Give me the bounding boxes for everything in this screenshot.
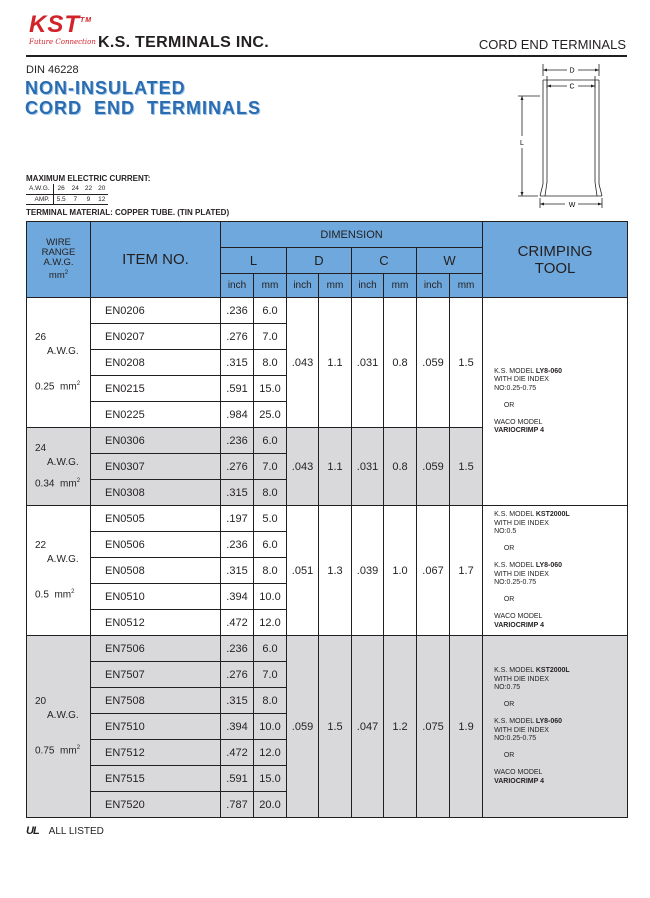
tool-line: OR (494, 701, 515, 708)
l-inch: .394 (221, 714, 254, 740)
l-inch: .276 (221, 454, 254, 480)
terminal-spec-body (27, 298, 628, 818)
d-inch: .043 (287, 428, 319, 506)
tool-line: WACO MODEL (494, 613, 543, 620)
l-mm: 10.0 (254, 584, 287, 610)
unit-inch-header: inch (352, 274, 384, 298)
d-mm: 1.1 (319, 298, 352, 428)
d-mm: 1.1 (319, 428, 352, 506)
dim-header-d: D (287, 248, 352, 274)
item-number: EN7510 (91, 714, 221, 740)
l-inch: .472 (221, 740, 254, 766)
cross-section-mm2: 0.5 $mm^2$ (35, 588, 75, 601)
item-number: EN7520 (91, 792, 221, 818)
tool-line: NO:0.25-0.75 (494, 384, 537, 392)
wire-range-cell (27, 506, 91, 636)
tool-line: OR (494, 401, 515, 409)
l-inch: .315 (221, 558, 254, 584)
wire-range-cell (27, 428, 91, 506)
item-number: EN7508 (91, 688, 221, 714)
tool-line (494, 761, 627, 770)
l-mm: 7.0 (254, 324, 287, 350)
w-inch: .075 (417, 636, 450, 818)
wire-range-cell (27, 298, 91, 428)
table-row (27, 636, 628, 662)
cross-section-mm2: 0.25 $mm^2$ (35, 380, 81, 393)
tool-line: WITH DIE INDEX (494, 726, 549, 734)
tool-line: WITH DIE INDEX (494, 376, 549, 383)
listing-text: ALL LISTED (48, 826, 104, 837)
l-mm: 6.0 (254, 636, 287, 662)
w-mm: 1.5 (450, 298, 483, 428)
dim-label-d: D (569, 67, 575, 75)
l-mm: 6.0 (254, 298, 287, 324)
terminal-material: TERMINAL MATERIAL: COPPER TUBE. (TIN PLATED) (26, 208, 230, 217)
w-mm: 1.9 (450, 636, 483, 818)
dim-label-w: W (568, 202, 576, 209)
l-inch: .236 (221, 298, 254, 324)
c-mm: 0.8 (384, 298, 417, 428)
l-inch: .591 (221, 376, 254, 402)
crimping-tool-header: CRIMPING TOOL (483, 222, 628, 298)
item-number: EN0215 (91, 376, 221, 402)
tool-line (494, 710, 627, 719)
d-inch: .051 (287, 506, 319, 636)
l-mm: 8.0 (254, 688, 287, 714)
page-title-line-1: NON-INSULATED (25, 78, 186, 98)
awg-value: 22 (82, 184, 95, 194)
item-number: EN7507 (91, 662, 221, 688)
l-mm: 12.0 (254, 610, 287, 636)
awg-gauge: 22 (35, 539, 47, 551)
tool-line: OR (494, 752, 515, 759)
d-mm: 1.3 (319, 506, 352, 636)
product-category: CORD END TERMINALS (478, 37, 626, 52)
amp-value: 5.5 (53, 194, 69, 204)
awg-gauge: 26 (35, 331, 47, 343)
l-inch: .276 (221, 324, 254, 350)
tool-line: K.S. MODEL LY8-060 (494, 718, 563, 725)
footer-listing (26, 825, 104, 837)
item-number: EN0308 (91, 480, 221, 506)
l-inch: .236 (221, 636, 254, 662)
crimping-tool-cell (483, 298, 628, 506)
l-mm: 8.0 (254, 480, 287, 506)
unit-mm-header: mm (450, 274, 483, 298)
awg-value: 24 (69, 184, 82, 194)
awg-unit: A.W.G. (47, 553, 79, 565)
tool-line: NO:0.25-0.75 (494, 735, 537, 742)
item-no-header: ITEM NO. (91, 222, 221, 298)
l-inch: .315 (221, 480, 254, 506)
c-mm: 0.8 (384, 428, 417, 506)
item-number: EN0508 (91, 558, 221, 584)
l-inch: .472 (221, 610, 254, 636)
l-inch: .197 (221, 506, 254, 532)
l-mm: 8.0 (254, 350, 287, 376)
dim-header-l: L (221, 248, 287, 274)
page-title-line-2: CORD END TERMINALS (25, 98, 261, 118)
awg-row-label: A.W.G. (26, 184, 53, 194)
tool-line: WACO MODEL (494, 769, 543, 776)
awg-gauge: 20 (35, 695, 47, 707)
tool-line: K.S. MODEL LY8-060 (494, 367, 563, 375)
tool-line: K.S. MODEL KST2000L (494, 667, 570, 674)
unit-inch-header: inch (417, 274, 450, 298)
unit-mm-header: mm (384, 274, 417, 298)
awg-value: 26 (53, 184, 69, 194)
l-mm: 15.0 (254, 766, 287, 792)
d-mm: 1.5 (319, 636, 352, 818)
tool-line: WITH DIE INDEX (494, 519, 549, 527)
terminal-spec-table (26, 221, 628, 818)
awg-unit: A.W.G. (47, 709, 79, 721)
l-mm: 10.0 (254, 714, 287, 740)
item-number: EN0206 (91, 298, 221, 324)
terminal-dimension-diagram (512, 62, 622, 212)
tool-line: WITH DIE INDEX (494, 675, 549, 683)
item-number: EN0512 (91, 610, 221, 636)
w-mm: 1.5 (450, 428, 483, 506)
tool-line: NO:0.75 (494, 684, 521, 691)
tool-line: VARIOCRIMP 4 (494, 427, 545, 434)
awg-gauge: 24 (35, 442, 47, 454)
dim-header-w: W (417, 248, 483, 274)
tool-line: K.S. MODEL LY8-060 (494, 562, 563, 569)
item-number: EN0225 (91, 402, 221, 428)
tool-line (494, 744, 627, 753)
item-number: EN0207 (91, 324, 221, 350)
tool-line (494, 693, 627, 702)
c-inch: .031 (352, 298, 384, 428)
max-current-label: MAXIMUM ELECTRIC CURRENT: (26, 174, 151, 183)
kst-logo (29, 11, 96, 47)
table-row (27, 506, 628, 532)
c-inch: .047 (352, 636, 384, 818)
tool-line: K.S. MODEL KST2000L (494, 511, 570, 518)
ul-listed-icon: UL (26, 825, 39, 837)
table-row (27, 298, 628, 324)
l-inch: .591 (221, 766, 254, 792)
c-inch: .031 (352, 428, 384, 506)
din-standard: DIN 46228 (26, 64, 79, 76)
unit-inch-header: inch (221, 274, 254, 298)
l-inch: .236 (221, 532, 254, 558)
unit-mm-header: mm (254, 274, 287, 298)
tool-line: OR (494, 545, 515, 552)
item-number: EN0208 (91, 350, 221, 376)
tool-line: VARIOCRIMP 4 (494, 777, 545, 785)
tool-line (494, 410, 627, 419)
item-number: EN7512 (91, 740, 221, 766)
amp-value: 12 (95, 194, 108, 204)
amp-row-label: AMP. (26, 194, 53, 204)
d-inch: .043 (287, 298, 319, 428)
l-inch: .315 (221, 688, 254, 714)
awg-value: 20 (95, 184, 108, 194)
l-mm: 8.0 (254, 558, 287, 584)
header-divider (26, 55, 627, 57)
l-inch: .984 (221, 402, 254, 428)
c-mm: 1.0 (384, 506, 417, 636)
l-mm: 6.0 (254, 532, 287, 558)
l-mm: 12.0 (254, 740, 287, 766)
tool-line: OR (494, 596, 515, 603)
amp-value: 9 (82, 194, 95, 204)
awg-unit: A.W.G. (47, 456, 79, 468)
item-number: EN0307 (91, 454, 221, 480)
cross-section-mm2: 0.34 $mm^2$ (35, 477, 81, 490)
logo-tagline: Future Connection (29, 38, 96, 46)
w-inch: .059 (417, 428, 450, 506)
l-mm: 7.0 (254, 662, 287, 688)
tool-line: NO:0.5 (494, 528, 517, 535)
d-inch: .059 (287, 636, 319, 818)
tool-line: NO:0.25-0.75 (494, 579, 537, 586)
tool-line (494, 605, 627, 614)
l-inch: .236 (221, 428, 254, 454)
dim-header-c: C (352, 248, 417, 274)
item-number: EN0506 (91, 532, 221, 558)
l-inch: .276 (221, 662, 254, 688)
tool-line (494, 393, 627, 402)
tool-line (494, 588, 627, 597)
l-inch: .394 (221, 584, 254, 610)
dimension-header: DIMENSION (221, 222, 483, 248)
tool-line: WACO MODEL (494, 418, 543, 426)
unit-inch-header: inch (287, 274, 319, 298)
l-inch: .315 (221, 350, 254, 376)
w-inch: .059 (417, 298, 450, 428)
awg-unit: A.W.G. (47, 345, 79, 357)
l-mm: 20.0 (254, 792, 287, 818)
l-mm: 6.0 (254, 428, 287, 454)
item-number: EN0510 (91, 584, 221, 610)
tool-line (494, 554, 627, 563)
amp-value: 7 (69, 194, 82, 204)
tool-line: VARIOCRIMP 4 (494, 621, 545, 629)
unit-mm-header: mm (319, 274, 352, 298)
w-mm: 1.7 (450, 506, 483, 636)
l-mm: 7.0 (254, 454, 287, 480)
c-inch: .039 (352, 506, 384, 636)
c-mm: 1.2 (384, 636, 417, 818)
w-inch: .067 (417, 506, 450, 636)
l-inch: .787 (221, 792, 254, 818)
company-name: K.S. TERMINALS INC. (98, 34, 270, 51)
logo-text: KST™ (29, 11, 93, 38)
wire-range-header: WIRE RANGE A.W.G. $mm^2$ (27, 222, 91, 298)
item-number: EN0306 (91, 428, 221, 454)
dim-label-c: C (569, 83, 575, 91)
max-current-table (26, 184, 108, 205)
l-mm: 5.0 (254, 506, 287, 532)
crimping-tool-cell (483, 636, 628, 818)
tool-line: WITH DIE INDEX (494, 570, 549, 578)
l-mm: 15.0 (254, 376, 287, 402)
wire-range-cell (27, 636, 91, 818)
item-number: EN7506 (91, 636, 221, 662)
l-mm: 25.0 (254, 402, 287, 428)
cross-section-mm2: 0.75 $mm^2$ (35, 744, 81, 757)
dim-label-l: L (520, 140, 524, 147)
tool-line (494, 537, 627, 546)
item-number: EN0505 (91, 506, 221, 532)
item-number: EN7515 (91, 766, 221, 792)
crimping-tool-cell (483, 506, 628, 636)
